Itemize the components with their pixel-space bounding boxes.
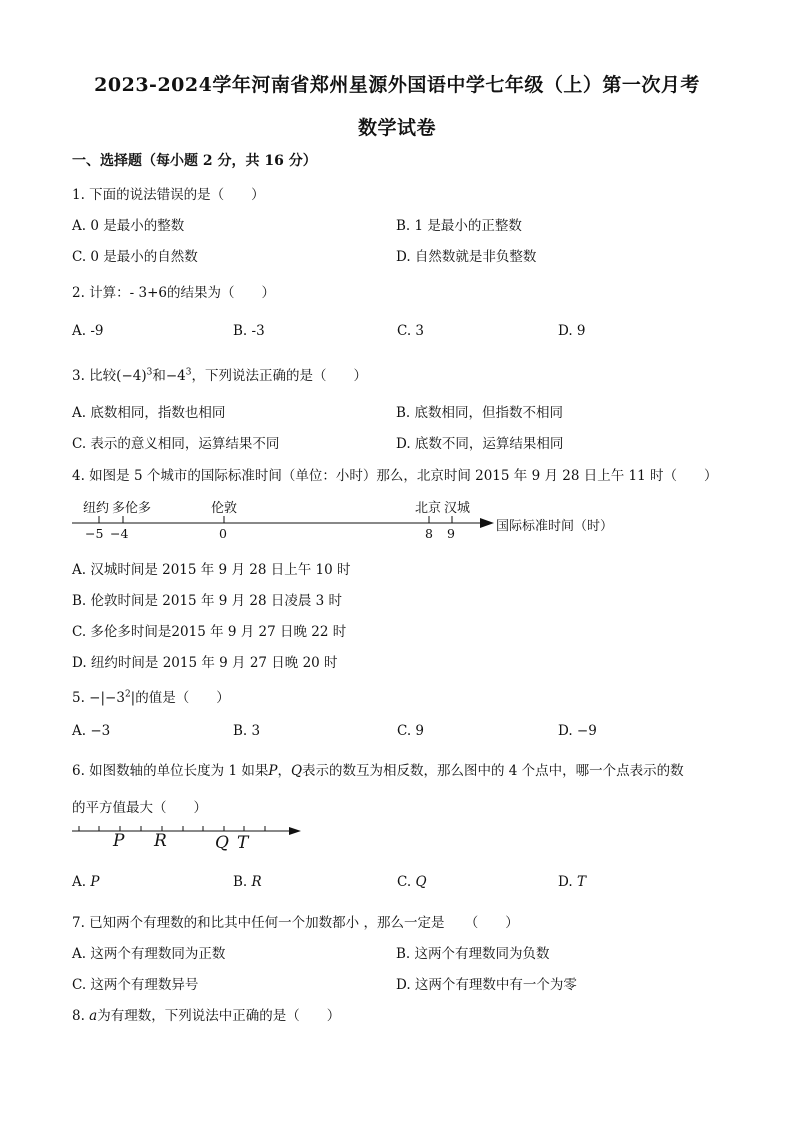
question-3-stem [72,364,367,384]
section-heading: 一、选择题（每小题 2 分，共 16 分） [72,153,317,169]
option-b-value: R [251,874,262,890]
point-label-t: T [237,833,249,853]
tick-label-neg4: −4 [110,526,129,541]
question-8-stem [72,1004,340,1024]
tick-label-neg5: −5 [85,526,104,541]
point-label-p: P [113,831,125,851]
question-5-stem-post: 的值是（ ） [135,690,230,706]
question-3-expr1 [116,368,152,384]
point-p-ref: P [268,763,278,779]
axis-label: 国际标准时间（时） [496,519,614,534]
tick-marks [79,826,265,831]
axis-arrow [289,827,301,835]
question-6-option-c [397,874,427,890]
question-8-stem-post: 为有理数，下列说法中正确的是（ ） [97,1008,341,1024]
question-7-option-a: A. 这两个有理数同为正数 [72,946,226,962]
point-label-r: R [154,831,167,851]
option-a-label: A. [72,874,87,890]
question-8-variable: a [89,1008,98,1024]
question-1-option-b: B. 1 是最小的正整数 [396,218,522,234]
question-5-option-c: C. 9 [397,723,425,739]
question-6-stem-line2: 的平方值最大（ ） [72,800,207,816]
city-label-newyork: 纽约 [83,501,110,516]
question-6-stem-pre: 6. 如图数轴的单位长度为 1 如果 [72,763,269,779]
question-3-expr2 [166,368,192,384]
question-5-option-d: D. −9 [558,723,597,739]
option-d-value: T [576,874,586,890]
tick-label-9: 9 [447,526,455,541]
points-number-line [70,822,306,840]
city-label-london: 伦敦 [211,501,238,516]
question-1-option-a: A. 0 是最小的整数 [72,218,185,234]
axis-arrow [480,518,494,528]
expr2-exponent: 3 [185,367,192,378]
question-6-separator: ， [277,763,291,779]
question-5-option-b: B. 3 [233,723,261,739]
option-a-value: P [90,874,100,890]
point-label-q: Q [215,833,229,853]
question-6-stem-post: 表示的数互为相反数，那么图中的 4 个点中，哪一个点表示的数 [302,763,684,779]
question-3-option-b: B. 底数相同，但指数不相同 [396,405,564,421]
question-7-option-c: C. 这两个有理数异号 [72,977,199,993]
expr1-exponent: 3 [146,367,153,378]
question-5-expr: −|−3 [89,690,125,706]
exam-title: 2023-2024学年河南省郑州星源外国语中学七年级（上）第一次月考 [94,74,700,96]
tick-label-8: 8 [425,526,433,541]
question-2-stem: 2. 计算：- 3+6的结果为（ ） [72,285,276,301]
question-2-option-b: B. -3 [233,323,265,339]
question-5-stem-pre: 5. [72,690,90,706]
question-3-stem-pre: 3. 比较 [72,368,117,384]
question-1-option-c: C. 0 是最小的自然数 [72,249,198,265]
question-3-option-d: D. 底数不同，运算结果相同 [396,436,564,452]
option-c-value: Q [415,874,427,890]
option-c-label: C. [397,874,412,890]
question-3-option-c: C. 表示的意义相同，运算结果不同 [72,436,280,452]
expr2-base: −4 [165,368,186,384]
city-label-toronto: 多伦多 [112,501,152,516]
question-7-option-d: D. 这两个有理数中有一个为零 [396,977,577,993]
question-4-option-a: A. 汉城时间是 2015 年 9 月 28 日上午 10 时 [72,562,351,578]
question-7-option-b: B. 这两个有理数同为负数 [396,946,550,962]
question-6-option-a [72,874,99,890]
question-3-stem-mid: 和 [152,368,166,384]
question-3-option-a: A. 底数相同，指数也相同 [72,405,226,421]
question-1-option-d: D. 自然数就是非负整数 [396,249,537,265]
question-6-option-d [558,874,586,890]
question-2-option-c: C. 3 [397,323,425,339]
question-5-option-a: A. −3 [72,723,111,739]
question-7-stem: 7. 已知两个有理数的和比其中任何一个加数都小 ，那么一定是 （ ） [72,915,519,931]
exam-subtitle: 数学试卷 [357,117,436,139]
option-d-label: D. [558,874,573,890]
question-2-option-a: A. -9 [72,323,104,339]
expr1-base: (−4) [116,368,147,384]
city-label-beijing: 北京 [415,501,442,516]
point-q-ref: Q [290,763,303,779]
question-3-stem-post: ，下列说法正确的是（ ） [191,368,367,384]
option-b-label: B. [233,874,248,890]
question-4-stem: 4. 如图是 5 个城市的国际标准时间（单位：小时）那么，北京时间 2015 年 9 月 28 日上午 11 时（ ） [72,468,718,484]
question-4-option-d: D. 纽约时间是 2015 年 9 月 27 日晚 20 时 [72,655,338,671]
question-6-option-b [233,874,262,890]
question-4-option-b: B. 伦敦时间是 2015 年 9 月 28 日凌晨 3 时 [72,593,343,609]
question-8-stem-pre: 8. [72,1008,90,1024]
question-6-stem-line1 [72,759,684,779]
question-5-stem [72,686,230,706]
question-5-exponent: 2 [124,689,131,700]
city-label-seoul: 汉城 [444,501,471,516]
question-2-option-d: D. 9 [558,323,586,339]
tick-label-0: 0 [219,526,227,541]
question-5-abs-close: | [130,690,136,706]
question-1-stem: 1. 下面的说法错误的是（ ） [72,187,265,203]
question-4-option-c: C. 多伦多时间是2015 年 9 月 27 日晚 22 时 [72,624,347,640]
